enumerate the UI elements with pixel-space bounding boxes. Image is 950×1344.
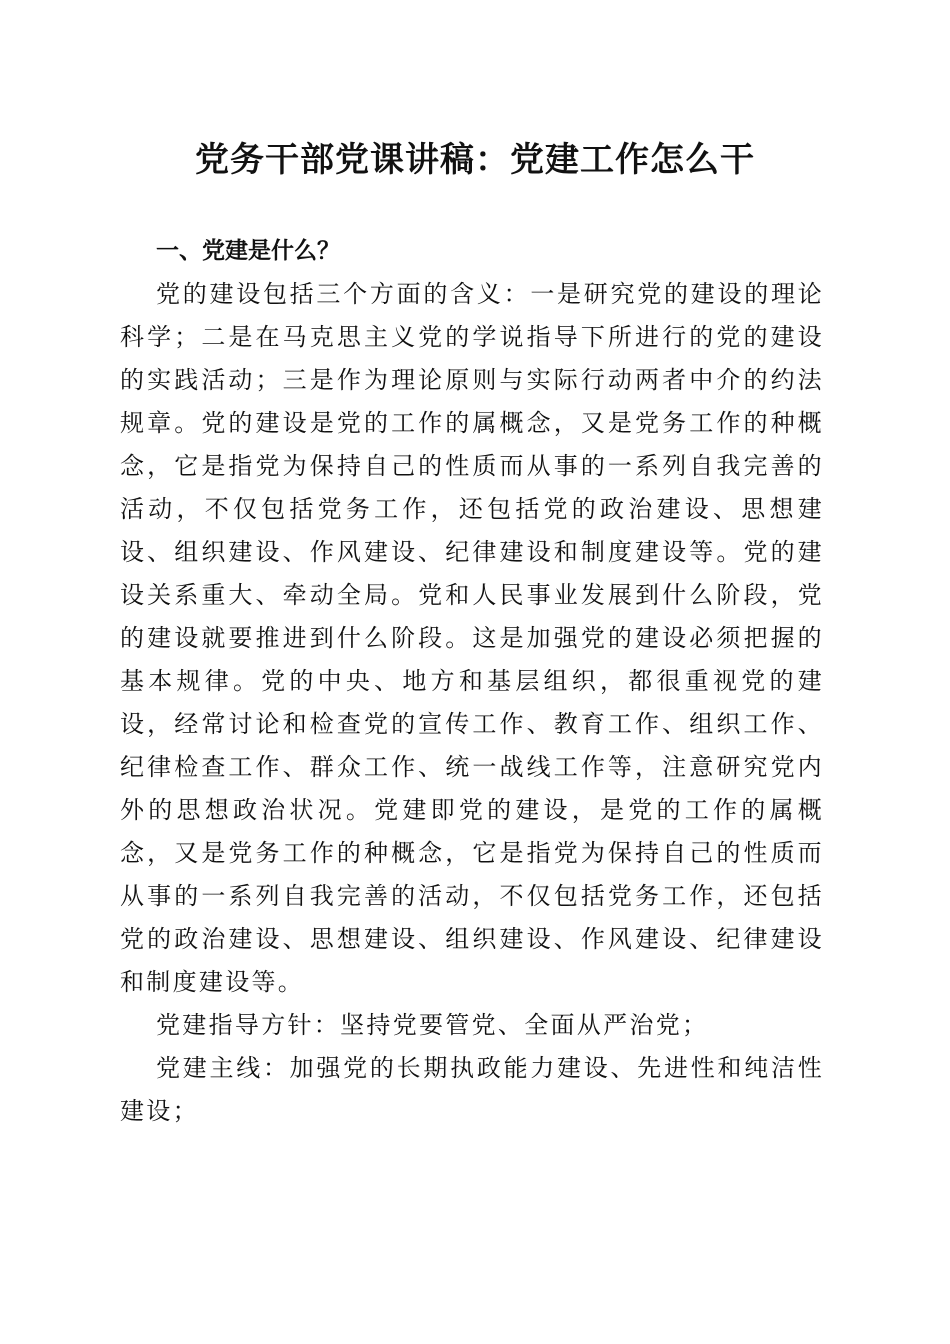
section-heading: 一、党建是什么？ <box>156 238 340 264</box>
paragraph-party-building-definition: 党的建设包括三个方面的含义：一是研究党的建设的理论科学；二是在马克思主义党的学说指导下所进行的党的建设的实践活动；三是作为理论原则与实际行动两者中介的约法规章。党的建设是党的工作的属概念，又是党务工作的种概念，它是指党为保持自己的性质而从事的一系列自我完善的活动，不仅包括党务工作，还包括党的政治建设、思想建设、组织建设、作风建设、纪律建设和制度建设等。党的建设关系重大、牵动全局。党和人民事业发展到什么阶段，党的建设就要推进到什么阶段。这是加强党的建设必须把握的基本规律。党的中央、地方和基层组织，都很重视党的建设，经常讨论和检查党的宣传工作、教育工作、组织工作、纪律检查工作、群众工作、统一战线工作等，注意研究党内外的思想政治状况。党建即党的建设，是党的工作的属概念，又是党务工作的种概念，它是指党为保持自己的性质而从事的一系列自我完善的活动，不仅包括党务工作，还包括党的政治建设、思想建设、组织建设、作风建设、纪律建设和制度建设等。 <box>120 280 824 996</box>
document-title: 党务干部党课讲稿：党建工作怎么干 <box>195 140 755 180</box>
paragraph-guiding-principle: 党建指导方针：坚持党要管党、全面从严治党； <box>156 1011 709 1039</box>
document-body <box>120 230 824 1133</box>
paragraph-main-line: 党建主线：加强党的长期执政能力建设、先进性和纯洁性建设； <box>120 1054 824 1125</box>
